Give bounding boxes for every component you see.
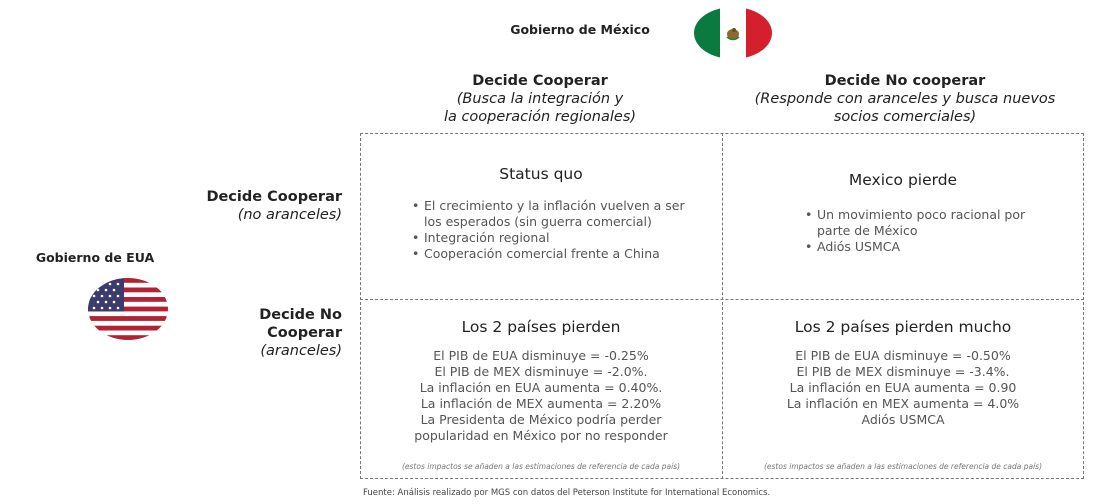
- impact-line: La inflación de MEX aumenta = 2.20%: [420, 396, 662, 411]
- mexico-government-label: Gobierno de México: [510, 22, 650, 37]
- impact-line: El PIB de MEX disminuye = -2.0%.: [434, 364, 648, 379]
- row-header-not-cooperate: [170, 306, 342, 360]
- column-subtitle: la cooperación regionales): [443, 109, 637, 125]
- impact-line: popularidad en México por no responder: [414, 428, 668, 443]
- list-item: • Un movimiento poco racional por parte de México: [805, 207, 1035, 239]
- row-subtitle: (no aranceles): [237, 207, 342, 223]
- impact-line: La inflación en EUA aumenta = 0.90: [789, 380, 1017, 395]
- row-header-cooperate: [170, 188, 342, 224]
- cell-nn-note: (estos impactos se añaden a las estimaciones de referencia de cada país): [763, 462, 1043, 471]
- list-item: • El crecimiento y la inflación vuelven a ser los esperados (sin guerra comercial): [412, 198, 702, 230]
- impact-line: La inflación en MEX aumenta = 4.0%: [786, 396, 1020, 411]
- impact-line: El PIB de MEX disminuye = -3.4%.: [796, 364, 1010, 379]
- mexico-flag-icon: [694, 7, 772, 59]
- column-subtitle: (Busca la integración y: [456, 91, 624, 107]
- impact-line: La Presidenta de México podría perder: [420, 412, 662, 427]
- column-title: Decide Cooperar: [472, 73, 608, 89]
- column-header-cooperate: [400, 72, 680, 126]
- cell-nc-title: Los 2 países pierden: [461, 318, 621, 336]
- impact-line: La inflación en EUA aumenta = 0.40%.: [419, 380, 663, 395]
- cell-nn-title: Los 2 países pierden mucho: [794, 318, 1012, 336]
- cell-nc-lines: [360, 348, 722, 444]
- impact-line: El PIB de EUA disminuye = -0.25%: [433, 348, 649, 363]
- usa-government-label: Gobierno de EUA: [35, 250, 155, 265]
- matrix-divider-horizontal: [360, 299, 1084, 300]
- cell-nn-lines: [722, 348, 1084, 428]
- column-header-not-cooperate: [725, 72, 1085, 126]
- impact-line: El PIB de EUA disminuye = -0.50%: [795, 348, 1011, 363]
- cell-cn-bullets: [805, 207, 1035, 255]
- impact-line: Adiós USMCA: [861, 412, 945, 427]
- row-subtitle: (aranceles): [260, 343, 342, 359]
- cell-cc-title: Status quo: [499, 165, 583, 183]
- row-title: Decide Cooperar: [206, 189, 342, 205]
- row-title: Decide No: [259, 307, 342, 323]
- cell-nc-note: (estos impactos se añaden a las estimaciones de referencia de cada país): [401, 462, 681, 471]
- usa-flag-icon: [88, 278, 168, 340]
- cell-cn-title: Mexico pierde: [848, 171, 958, 189]
- column-subtitle: socios comerciales): [833, 109, 977, 125]
- list-item: • Integración regional: [412, 230, 702, 246]
- column-subtitle: (Responde con aranceles y busca nuevos: [754, 91, 1056, 107]
- column-title: Decide No cooperar: [824, 73, 986, 89]
- list-item: • Cooperación comercial frente a China: [412, 246, 702, 262]
- cell-cc-bullets: [412, 198, 702, 262]
- source-note: Fuente: Análisis realizado por MGS con datos del Peterson Institute for International Economics.: [363, 488, 771, 498]
- row-title: Cooperar: [267, 325, 342, 341]
- list-item: • Adiós USMCA: [805, 239, 1035, 255]
